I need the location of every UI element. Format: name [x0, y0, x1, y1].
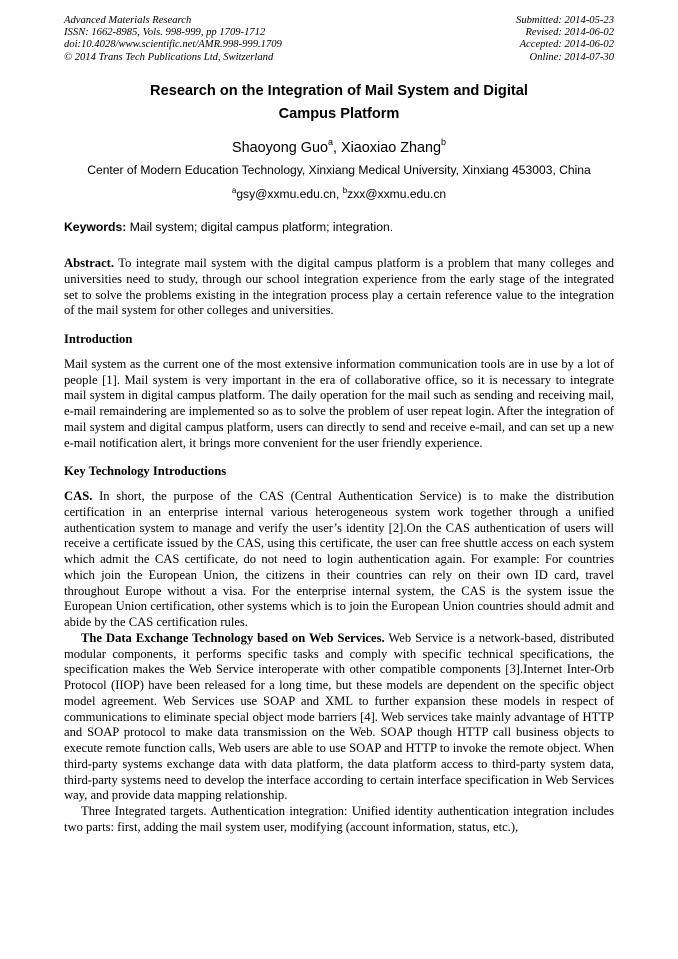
affiliation: Center of Modern Education Technology, Xinxiang Medical University, Xinxiang 453003, China: [87, 163, 591, 177]
intro-heading: Introduction: [64, 332, 133, 346]
revised-date: Revised: 2014-06-02: [525, 27, 614, 39]
author-1: Shaoyong Guo: [231, 139, 328, 156]
online-date: Online: 2014-07-30: [529, 51, 614, 63]
keywords-text: Mail system; digital campus platform; integration.: [126, 220, 394, 234]
email-b-mark: b: [342, 186, 348, 195]
author-2-mark: b: [441, 137, 447, 147]
title-line-1: Research on the Integration of Mail System and Digital: [150, 83, 528, 99]
email-a: gsy@xxmu.edu.cn,: [236, 187, 343, 202]
webservices-label: The Data Exchange Technology based on Web Services.: [81, 630, 385, 645]
journal-info: [64, 15, 282, 64]
email-a-mark: a: [231, 186, 237, 195]
title-line-2: Campus Platform: [278, 106, 400, 122]
author-separator: ,: [333, 139, 341, 156]
abstract-text: To integrate mail system with the digital campus platform is a problem that many colleges and universities need to study, through our school integration experience from the early stage of the integrated set to solve the problems existing in the integration process play a certain reference value to the integration of the mail system for other colleges and universities.: [64, 256, 614, 318]
author-list: [64, 134, 614, 157]
journal-issn: ISSN: 1662-8985, Vols. 998-999, pp 1709-1712: [64, 27, 266, 39]
keytech-heading: Key Technology Introductions: [64, 464, 227, 479]
journal-copyright: © 2014 Trans Tech Publications Ltd, Switzerland: [64, 51, 274, 63]
author-2: Xiaoxiao Zhang: [341, 139, 442, 156]
cas-paragraph: [64, 489, 614, 631]
keywords: [64, 220, 614, 235]
webservices-text: Web Service is a network-based, distributed modular components, it performs specific tasks and comply with specific technical specifications, the specification makes the Web Service interoperate with other compatible components [3].Internet Inter-Orb Protocol (IIOP) have been released for a long time, but these models are dependent on the specific object model agreement. Web Services use SOAP and XML to further expansion these models in respect of communications to eliminate special object mode barriers [4]. Web services take mainly advantage of HTTP and SOAP protocol to make data transmission on the Web. SOAP though HTTP call business objects to execute remote function calls, Web users are able to use SOAP and HTTP to invoke the remote object. When third-party systems exchange data with data platform, the data platform access to third-party system data, third-party systems need to develop the interface according to certain interface specification in Web Services way, and provide data mapping relationship.: [64, 630, 614, 803]
webservices-paragraph: [64, 631, 614, 804]
submitted-date: Submitted: 2014-05-23: [516, 15, 614, 26]
author-1-mark: a: [327, 137, 333, 147]
cas-text: In short, the purpose of the CAS (Central Authentication Service) is to make the distribution certification in an enterprise internal various heterogeneous system work together through a unified authentication system to manage and verify the user’s identity [2].On the CAS authentication of users will receive a certificate issued by the CAS, using this certificate, the user can free shuttle access on each system which admit the CAS certificate, do not need to login authentication again. For example: For countries which join the European Union, the citizens in their countries can rely on their own ID card, travel throughout Europe without a visa. For the enterprise internal system, the CAS is the system issue the European Union certification, other systems which is to join the European Union countries should admit and abide by the CAS certification rules.: [64, 489, 614, 629]
journal-doi: doi:10.4028/www.scientific.net/AMR.998-999.1709: [64, 39, 282, 51]
abstract-label: Abstract.: [64, 256, 115, 270]
email-b: zxx@xxmu.edu.cn: [347, 187, 447, 202]
intro-paragraph: Mail system as the current one of the most extensive information communication tools are in use by a lot of people [1]. Mail system is very important in the era of collaborative office, so it is necessary to integrate mail system in digital campus platform. The daily operation for the mail such as sending and receiving mail, e-mail remaindering are implemented so as to solve the problem of user repeat login. After the integration of mail system and digital campus platform, users can directly to send and receive e-mail, and can set up a new e-mail notification alert, it brings more convenient for the user friendly experience.: [64, 356, 614, 450]
journal-name: Advanced Materials Research: [64, 15, 192, 26]
paper-title: [64, 80, 614, 126]
accepted-date: Accepted: 2014-06-02: [519, 39, 614, 51]
targets-paragraph: Three Integrated targets. Authentication integration: Unified identity authentication integration includes two parts: first, adding the mail system user, modifying (account information, status, etc.),: [64, 804, 614, 834]
cas-label: CAS.: [64, 489, 93, 503]
paper-body: [64, 256, 614, 836]
submission-dates: [516, 15, 614, 64]
keywords-label: Keywords:: [64, 220, 127, 234]
author-emails: [64, 183, 614, 202]
abstract: [64, 256, 614, 319]
